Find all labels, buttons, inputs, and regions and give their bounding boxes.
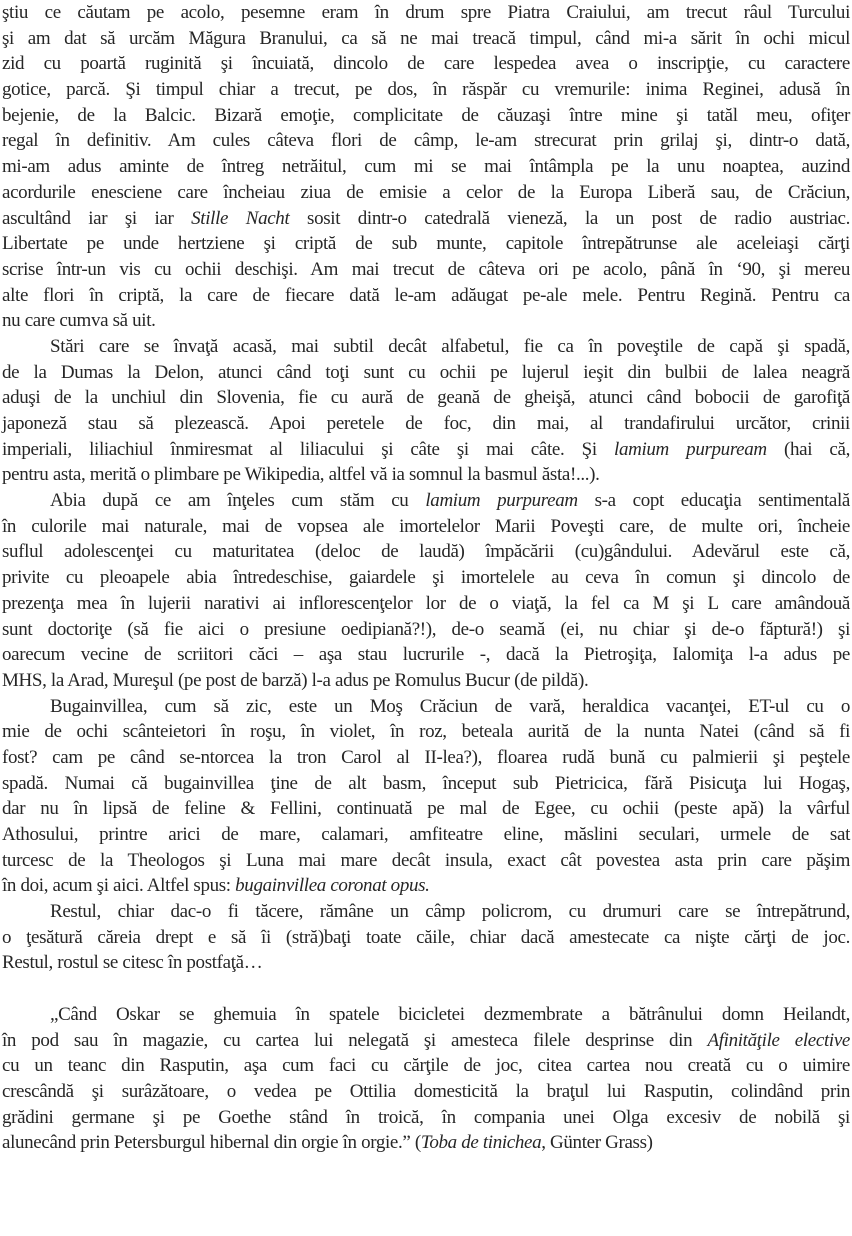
text-segment: fost? cam pe când se-ntorcea la tron Carol al II-lea?), floarea rudă bună cu palmierii şi peştele bbox=[2, 746, 850, 768]
text-segment: dar nu în lipsă de feline & Fellini, continuată pe mal de Egee, cu ochii (peste apă) la vârful bbox=[2, 798, 850, 820]
text-line bbox=[2, 180, 850, 206]
text-line bbox=[2, 26, 850, 52]
text-segment: alunecând prin Petersburgul hibernal din orgie în orgie.” ( bbox=[2, 1132, 421, 1154]
text-segment: Stări care se învaţă acasă, mai subtil decât alfabetul, fie ca în poveştile de capă şi spadă, bbox=[50, 335, 850, 357]
text-line bbox=[2, 462, 850, 488]
text-segment: sosit dintr-o catedrală vieneză, la un post de radio austriac. bbox=[289, 207, 850, 229]
text-segment: ascultând iar şi iar bbox=[2, 207, 192, 229]
text-segment: alte flori în criptă, la care de fiecare dată le-am adăugat pe-ale mele. Pentru Regină. Pentru ca bbox=[2, 284, 850, 306]
text-segment: Bugainvillea, cum să zic, este un Moş Crăciun de vară, heraldica vacanţei, ET-ul cu o bbox=[50, 695, 850, 717]
text-line bbox=[2, 539, 850, 565]
text-segment: Libertate pe unde hertziene şi criptă de sub munte, capitole întrepătrunse ale aceleiaşi cărţi bbox=[2, 233, 850, 255]
text-line bbox=[2, 360, 850, 386]
text-line bbox=[2, 128, 850, 154]
text-segment: privite cu pleoapele abia întredeschise, gaiardele şi imortelele au ceva în comun şi dincolo de bbox=[2, 567, 850, 589]
text-segment: pentru asta, merită o plimbare pe Wikipedia, altfel vă ia somnul la basmul ăsta!...). bbox=[2, 464, 600, 486]
text-segment: spadă. Numai că bugainvillea ţine de alt basm, început sub Pietricica, fără Pisicuţa lui Hogaş, bbox=[2, 772, 850, 794]
text-line bbox=[2, 899, 850, 925]
text-line bbox=[2, 283, 850, 309]
text-segment: o ţesătură căreia drept e să îi (stră)baţi toate căile, chiar dacă amestecate ca nişte cărţi de joc. bbox=[2, 926, 850, 948]
text-segment: acordurile enesciene care încheiau ziua de emisie a celor de la Europa Liberă sau, de Crăciun, bbox=[2, 181, 850, 203]
text-segment: Athosului, printre arici de mare, calamari, amfiteatre eline, măslini seculari, urmele de sat bbox=[2, 824, 850, 845]
text-segment: nu care cumva să uit. bbox=[2, 310, 156, 332]
text-segment: în culorile mai naturale, mai de vopsea ale imortelelor Marii Poveşti care, de multe ori, încheie bbox=[2, 515, 850, 537]
text-line bbox=[2, 1002, 850, 1028]
text-line bbox=[2, 642, 850, 668]
italic-text: bugainvillea coronat opus. bbox=[235, 875, 430, 897]
text-line bbox=[2, 308, 850, 334]
text-line bbox=[2, 796, 850, 822]
text-line bbox=[2, 1079, 850, 1105]
italic-text: Toba de tinichea bbox=[420, 1132, 542, 1154]
text-line bbox=[2, 694, 850, 720]
text-line bbox=[2, 1105, 850, 1131]
text-line bbox=[2, 873, 850, 899]
text-segment: regal în definitiv. Am cules câteva flori de câmp, le-am strecurat prin grilaj şi, dintr-o dată, bbox=[2, 130, 850, 152]
text-line bbox=[2, 1028, 850, 1054]
italic-text: lamium purpuream bbox=[425, 490, 578, 512]
text-segment: şi am dat să urcăm Măgura Branului, ca să ne mai treacă timpul, când mi-a sărit în ochi micul bbox=[2, 27, 850, 49]
text-segment: crescândă şi surâzătoare, o vedea pe Ottilia domesticită la braţul lui Rasputin, colindând prin bbox=[2, 1080, 850, 1102]
text-segment: „Când Oskar se ghemuia în spatele bicicletei dezmembrate a bătrânului domn Heilandt, bbox=[50, 1003, 850, 1025]
blank-line bbox=[2, 976, 850, 1002]
text-segment: Restul, chiar dac-o fi tăcere, rămâne un câmp policrom, cu drumuri care se întrepătrund, bbox=[50, 901, 850, 923]
text-segment: suflul adolescenţei cu maturitatea (deloc de laudă) împăcării (cu)gândului. Adevărul este că, bbox=[2, 541, 850, 563]
text-line bbox=[2, 514, 850, 540]
text-line bbox=[2, 925, 850, 951]
text-line bbox=[2, 0, 850, 26]
text-segment: de la Dumas la Delon, atunci când toţi sunt cu ochii pe lujerul ieşit din bulbii de lalea neagră bbox=[2, 361, 850, 383]
text-line bbox=[2, 257, 850, 283]
italic-text: Afinităţile elective bbox=[707, 1029, 850, 1051]
text-line bbox=[2, 437, 850, 463]
text-line bbox=[2, 206, 850, 232]
text-segment: (hai că, bbox=[766, 438, 850, 460]
text-segment: grădini germane şi pe Goethe stând în troică, în compania unei Olga excesiv de nobilă şi bbox=[2, 1106, 850, 1128]
text-line bbox=[2, 77, 850, 103]
text-line bbox=[2, 565, 850, 591]
text-segment: scrise într-un vis cu ochii deschişi. Am mai trecut de câteva ori pe acolo, până în ‘90, şi mereu bbox=[2, 258, 850, 280]
text-line bbox=[2, 231, 850, 257]
text-segment: în pod sau în magazie, cu cartea lui nelegată şi amesteca filele desprinse din bbox=[2, 1029, 708, 1051]
text-segment: zid cu poartă ruginită şi încuiată, dincolo de care lespedea avea o inscripţie, cu caractere bbox=[2, 53, 850, 75]
text-segment: aduşi de la unchiul din Slovenia, fie cu aură de geană de gheişă, atunci când bobocii de garofiţă bbox=[2, 387, 850, 409]
text-segment: mie de ochi scânteietori în roşu, în violet, în roz, beteala aurită de la nunta Natei (când să fi bbox=[2, 721, 850, 743]
text-segment: în doi, acum şi aici. Altfel spus: bbox=[2, 875, 236, 897]
text-line bbox=[2, 488, 850, 514]
text-line bbox=[2, 103, 850, 129]
italic-text: lamium purpuream bbox=[614, 438, 767, 460]
text-segment: japoneză stau să plezească. Apoi peretele de foc, din mai, al trandafirului urcător, crinii bbox=[2, 413, 850, 434]
text-line bbox=[2, 411, 850, 437]
text-segment: mi-am adus aminte de întreg netrăitul, cum mi se mai întâmpla pe la unu noaptea, auzind bbox=[2, 156, 850, 178]
text-segment: gotice, parcă. Şi timpul chiar a trecut, pe dos, în răspăr cu vremurile: inima Reginei, adusă în bbox=[2, 79, 850, 101]
text-line bbox=[2, 719, 850, 745]
text-line bbox=[2, 950, 850, 976]
text-segment: imperiali, liliachiul înmiresmat al liliacului şi câte şi mai câte. Şi bbox=[2, 438, 615, 460]
text-segment: Restul, rostul se citesc în postfaţă… bbox=[2, 952, 263, 974]
text-segment: MHS, la Arad, Mureşul (pe post de barză) l-a adus pe Romulus Bucur (de pildă). bbox=[2, 669, 589, 691]
text-segment: oarecum vecine de scriitori căci – aşa stau lucrurile -, dacă la Pietroşiţa, Ialomiţa l-a adus pe bbox=[2, 644, 850, 666]
text-segment: cu un teanc din Rasputin, aşa cum faci cu cărţile de joc, citea cartea nou creată cu o uimire bbox=[2, 1055, 850, 1077]
text-line bbox=[2, 771, 850, 797]
text-line bbox=[2, 668, 850, 694]
text-segment: prezenţa mea în lujerii narativi ai inflorescenţelor lor de o viaţă, la fel ca M şi L care amândouă bbox=[2, 592, 850, 614]
text-line bbox=[2, 617, 850, 643]
text-line bbox=[2, 1053, 850, 1079]
text-segment: turcesc de la Theologos şi Luna mai mare decât insula, exact cât povestea asta prin care păşim bbox=[2, 849, 850, 871]
text-line bbox=[2, 848, 850, 874]
text-line bbox=[2, 1130, 850, 1156]
text-segment: , Günter Grass) bbox=[541, 1132, 653, 1154]
text-segment: sunt doctoriţe (să fie aici o presiune oedipiană?!), de-o seamă (ei, nu chiar şi de-o făptură!) şi bbox=[2, 618, 850, 640]
text-line bbox=[2, 154, 850, 180]
text-segment: Abia după ce am înţeles cum stăm cu bbox=[50, 490, 426, 512]
text-line bbox=[2, 822, 850, 848]
text-segment: ştiu ce căutam pe acolo, pesemne eram în drum spre Piatra Craiului, am trecut râul Turcului bbox=[2, 2, 850, 23]
text-segment: s-a copt educaţia sentimentală bbox=[577, 490, 850, 512]
text-line bbox=[2, 745, 850, 771]
text-segment: bejenie, de la Balcic. Bizară emoţie, complicitate de căuzaşi între mine şi tatăl meu, ofiţer bbox=[2, 104, 850, 126]
text-line bbox=[2, 385, 850, 411]
text-line bbox=[2, 334, 850, 360]
text-line bbox=[2, 51, 850, 77]
text-line bbox=[2, 591, 850, 617]
italic-text: Stille Nacht bbox=[191, 207, 290, 229]
